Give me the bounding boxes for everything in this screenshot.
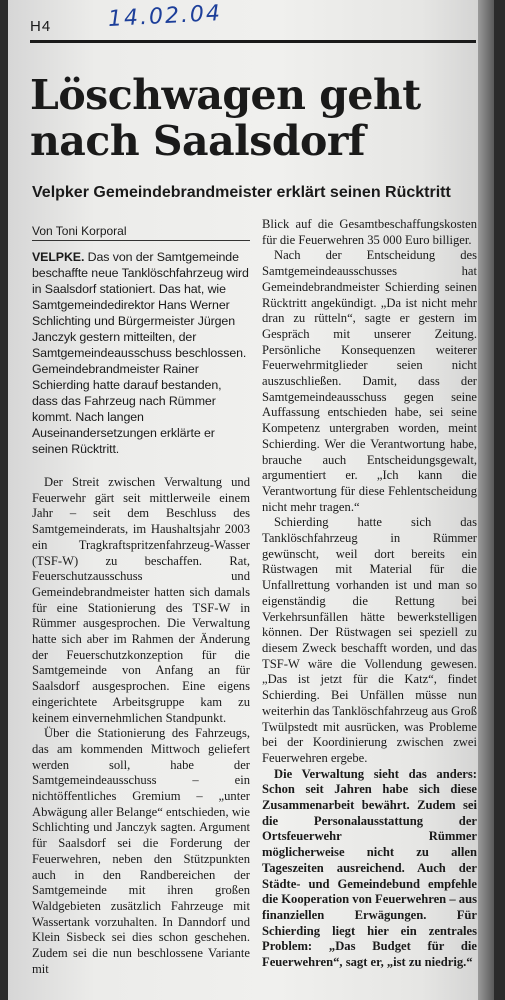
page-code: H4 [30, 18, 52, 35]
article-column-right [262, 217, 477, 971]
article-subheadline: Velpker Gemeindebrandmeister erklärt seinen Rücktritt [32, 184, 451, 201]
lead-paragraph [32, 249, 250, 457]
body-paragraph: Der Streit zwischen Verwaltung und Feuerwehr gärt seit mittlerweile einem Jahr – seit dem Beschluss des Samtgemeinderats, im Haushaltsjahr 2003 ein Tragkraftspritzenfahrzeug-Wasser (TSF-W) zu beschaffen. Rat, Feuerschutzausschuss und Gemeindebrandmeister hatten sich damals für eine Stationierung des TSF-W in Rümmer ausgesprochen. Die Verwaltung hatte sich aber im Rahmen der Änderung der Feuerschutzkonzeption für die Samtgemeinde von Anfang an für Saalsdorf ausgesprochen. Eine eigens eingerichtete Arbeitsgruppe kam zu keinem einvernehmlichen Standpunkt. [32, 475, 250, 725]
article-column-left [32, 249, 250, 978]
header-rule [30, 40, 476, 43]
body-paragraph: Schierding hatte sich das Tanklöschfahrzeug in Rümmer gewünscht, weil dort bereits ein Rüstwagen mit Material für die Unfallrettung vorhanden ist und man so eigenständig die Rettung bei Verkehrsunfällen hätte bewerkstelligen können. Der Rüstwagen sei speziell zu diesem Zweck beschafft worden, und das TSF-W wäre die Vollendung gewesen. „Das ist jetzt für die Katz“, findet Schierding. Bei Unfällen müsse nun weiterhin das Tanklöschfahrzeug aus Groß Twülpstedt mit ausrücken, was Probleme bei der Koordinierung zwischen zwei Feuerwehren ergebe. [262, 515, 478, 765]
newspaper-clipping [8, 0, 494, 1000]
lead-text: Das von der Samtgemeinde beschaffte neue Tanklöschfahrzeug wird in Saalsdorf stationiert. Das hat, wie Samtgemeindedirektor Hans Werner Schlichting und Bürgermeister Jürgen Janczyk gestern mitteilten, der Samtgemeindeausschuss beschlossen. Gemeindebrandmeister Rainer Schierding hatte darauf bestanden, dass das Fahrzeug nach Rümmer kommt. Nach langen Auseinandersetzungen erklärte er seinen Rücktritt. [32, 250, 249, 456]
body-paragraph: Die Verwaltung sieht das anders: Schon seit Jahren habe sich diese Zusammenarbeit bewährt. Zudem sei die Personalausstattung der Ortsfeuerwehr Rümmer möglicherweise nicht zu allen Tageszeiten ausreichend. Auch der Städte- und Gemeindebund empfehle die Kooperation von Feuerwehren – aus finanziellen Erwägungen. Für Schierding liegt hier ein zentrales Problem: „Das Budget für die Feuerwehren“, sagt er, „ist zu niedrig.“ [262, 766, 477, 970]
byline: Von Toni Korporal [32, 224, 127, 238]
handwritten-date: 14.02.04 [107, 1, 223, 32]
page-edge-shadow [478, 0, 494, 1000]
body-paragraph: Blick auf die Gesamtbeschaffungskosten für die Feuerwehren 35 000 Euro billiger. [262, 217, 477, 247]
article-headline: Löschwagen geht nach Saalsdorf [30, 71, 421, 165]
dateline: VELPKE. [32, 250, 85, 264]
byline-rule [32, 240, 250, 241]
body-paragraph: Über die Stationierung des Fahrzeugs, das am kommenden Mittwoch geliefert werden soll, habe der Samtgemeindeausschuss – ein nichtöffentliches Gremium – „unter Abwägung aller Belange“ entschieden, wie Schlichting und Janczyk sagten. Argument für Saalsdorf sei die Forderung der Feuerwehren, neben den Stützpunkten auch in den Randbereichen der Samtgemeinde mit ihren großen Waldgebieten zusätzlich Fahrzeuge mit Wassertank vorzuhalten. In Danndorf und Klein Sisbeck sei dies schon geschehen. Zudem sei die nun beschlossene Variante mit [32, 726, 250, 976]
body-paragraph: Nach der Entscheidung des Samtgemeindeausschusses hat Gemeindebrandmeister Schierding seinen Rücktritt angekündigt. „Da ist nicht mehr dran zu rütteln“, sagte er gestern im Gespräch mit unserer Zeitung. Persönliche Konsequenzen weiterer Feuerwehrmitglieder seien nicht auszuschließen. Damit, dass der Samtgemeindeausschuss gegen seine Auffassung entschieden habe, sei seine Kompetenz untergraben worden, meint Schierding. Wer die Verantwortung habe, brauche auch Entscheidungsgewalt, argumentiert er. „Ich kann die Verantwortung für diese Fehlentscheidung nicht mehr tragen.“ [262, 248, 477, 514]
